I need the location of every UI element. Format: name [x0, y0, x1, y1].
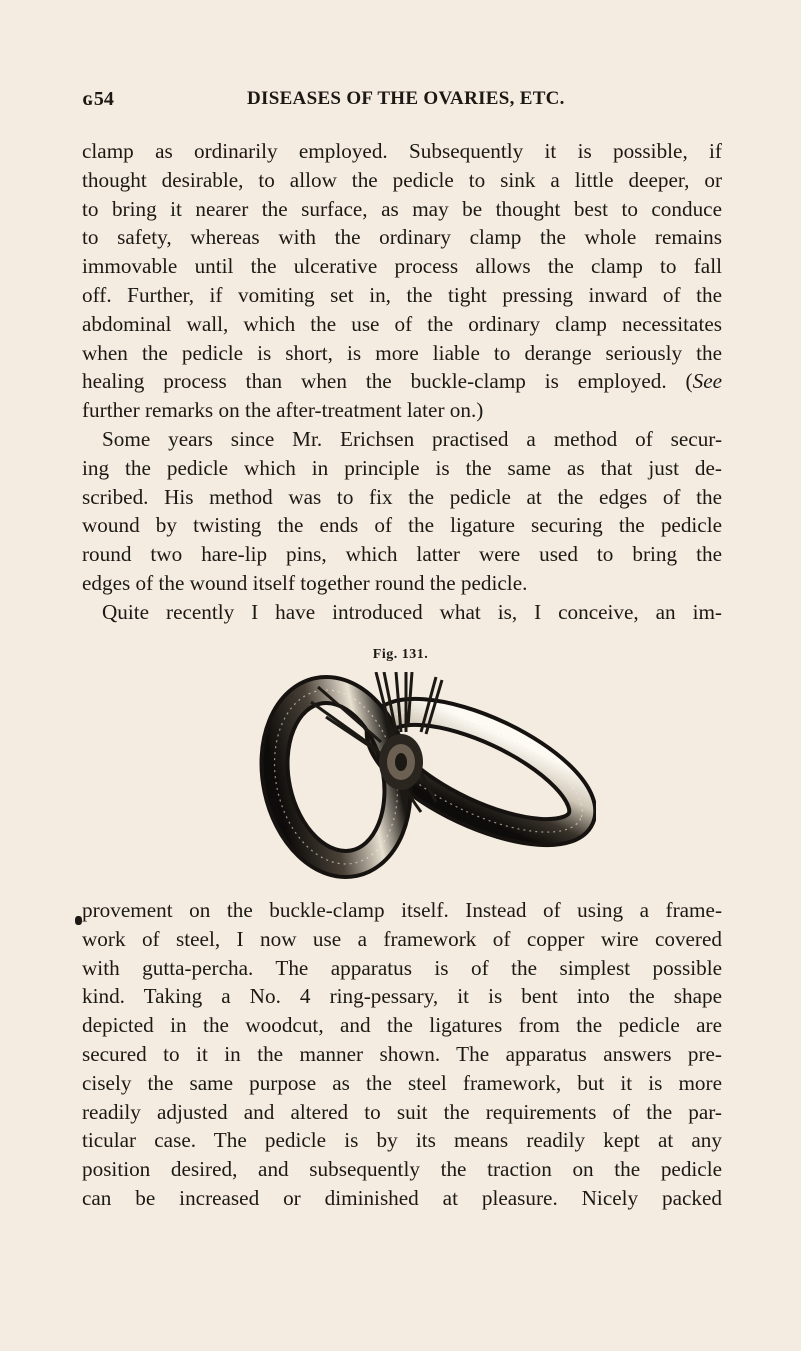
- text-line: Quite recently I have introduced what is, I conceive, an im-: [102, 599, 722, 624]
- text-line: with gutta-percha. The apparatus is of the simplest possible: [82, 955, 722, 980]
- text-line: depicted in the woodcut, and the ligatures from the pedicle are: [82, 1013, 722, 1038]
- text-line: round two hare-lip pins, which latter were used to bring the: [82, 542, 722, 567]
- text-line: kind. Taking a No. 4 ring-pessary, it is bent into the shape: [82, 984, 722, 1009]
- text-line: provement on the buckle-clamp itself. Instead of using a frame-: [82, 898, 722, 922]
- text-line: scribed. His method was to fix the pedicle at the edges of the: [82, 484, 722, 509]
- text-line: ticular case. The pedicle is by its means readily kept at any: [82, 1128, 722, 1153]
- figure-caption: Fig. 131.: [372, 647, 429, 662]
- text-segment: healing process than when the buckle-clamp is employed. (: [82, 369, 693, 394]
- text-line: clamp as ordinarily employed. Subsequently it is possible, if: [82, 139, 722, 163]
- text-line: ing the pedicle which in principle is the same as that just de-: [82, 455, 722, 480]
- text-line: thought desirable, to allow the pedicle to sink a little deeper, or: [82, 167, 722, 192]
- text-line: work of steel, I now use a framework of copper wire covered: [82, 926, 722, 951]
- ink-mark: [75, 916, 82, 925]
- text-line: Some years since Mr. Erichsen practised a method of secur-: [102, 426, 722, 451]
- text-line: to safety, whereas with the ordinary clamp the whole remains: [82, 225, 722, 250]
- text-line: secured to it in the manner shown. The apparatus answers pre-: [82, 1041, 722, 1066]
- running-head-title: DISEASES OF THE OVARIES, ETC.: [247, 88, 565, 109]
- text-line: off. Further, if vomiting set in, the tight pressing inward of the: [82, 282, 722, 307]
- text-line: immovable until the ulcerative process allows the clamp to fall: [82, 254, 722, 279]
- body-text-bottom: [82, 896, 722, 1213]
- text-line: readily adjusted and altered to suit the requirements of the par-: [82, 1099, 722, 1124]
- text-line: abdominal wall, which the use of the ordinary clamp necessitates: [82, 311, 722, 336]
- text-line: further remarks on the after-treatment later on.): [82, 398, 484, 423]
- ring-pessary-figure: [226, 672, 596, 887]
- text-line: to bring it nearer the surface, as may be thought best to conduce: [82, 196, 722, 221]
- body-text-top: [82, 137, 722, 627]
- running-header: [82, 88, 722, 118]
- text-line: when the pedicle is short, is more liable to derange seriously the: [82, 340, 722, 365]
- text-line: edges of the wound itself together round the pedicle.: [82, 570, 528, 595]
- text-line: can be increased or diminished at pleasure. Nicely packed: [82, 1185, 722, 1210]
- text-line: cisely the same purpose as the steel framework, but it is more: [82, 1070, 722, 1095]
- ring-pessary-icon: [226, 672, 596, 887]
- page-number: ɢ54: [82, 88, 114, 110]
- ligature-knot: [379, 734, 423, 790]
- text-line: [82, 367, 722, 396]
- text-line: wound by twisting the ends of the ligature securing the pedicle: [82, 513, 722, 538]
- text-line: position desired, and subsequently the traction on the pedicle: [82, 1157, 722, 1182]
- see-reference: See: [692, 369, 722, 394]
